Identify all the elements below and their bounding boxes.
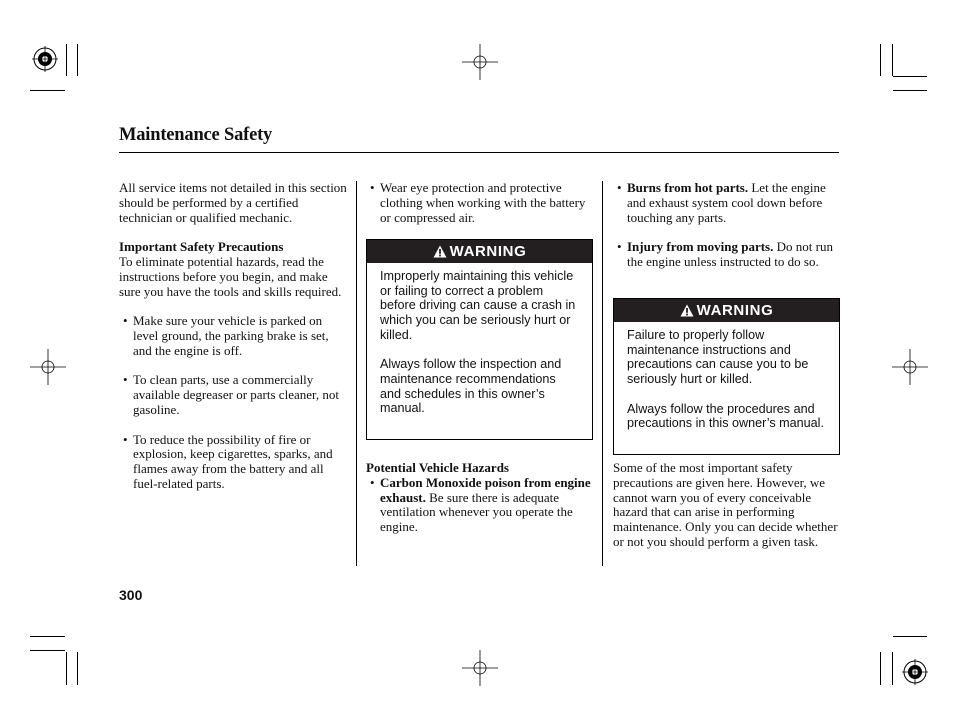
column-divider xyxy=(602,181,603,566)
warning-box xyxy=(366,239,593,440)
warning-text: Always follow the procedures and precautions in this owner’s manual. xyxy=(627,401,824,431)
warning-header xyxy=(367,240,592,263)
list-item xyxy=(119,373,349,417)
hazards-heading: Potential Vehicle Hazards xyxy=(366,460,509,475)
precautions-paragraph: To eliminate potential hazards, read the instructions before you begin, and make sure you have the tools and skills required. xyxy=(119,253,342,299)
warning-content xyxy=(367,263,592,416)
bullet-icon: • xyxy=(123,313,128,329)
bullet-icon: • xyxy=(617,239,622,255)
hazard-title: Injury from moving parts. xyxy=(627,239,774,255)
crosshair-icon xyxy=(892,349,928,385)
hazard-text: Be sure there is adequate ventilation whenever you operate the engine. xyxy=(380,489,573,535)
warning-label: WARNING xyxy=(449,243,527,260)
closing-paragraph-block xyxy=(613,461,843,550)
registration-target-icon xyxy=(900,657,930,687)
bullet-text: Make sure your vehicle is parked on level ground, the parking brake is set, and the engine is off. xyxy=(133,313,329,358)
page-number: 300 xyxy=(119,587,143,603)
warning-text: Always follow the inspection and maintenance recommendations and schedules in this owner’s manual. xyxy=(380,357,562,416)
warning-text: Improperly maintaining this vehicle or failing to correct a problem before driving can cause a crash in which you can be seriously hurt or killed. xyxy=(380,269,576,342)
bullet-icon: • xyxy=(123,431,128,447)
bullet-icon: • xyxy=(123,372,128,388)
warning-triangle-icon xyxy=(680,304,694,317)
bullet-text: Wear eye protection and protective clothing when working with the battery or compressed air. xyxy=(380,180,586,225)
warning-box xyxy=(613,298,840,455)
hazard-title: Carbon Monoxide poison from engine exhaust. xyxy=(380,474,591,505)
precautions-heading: Important Safety Precautions xyxy=(119,239,284,255)
list-item xyxy=(366,181,596,225)
column-1 xyxy=(119,181,349,492)
bullet-text: To reduce the possibility of fire or explosion, keep cigarettes, sparks, and flames away from the battery and all fuel-related parts. xyxy=(133,431,333,491)
bullet-text: To clean parts, use a commercially available degreaser or parts cleaner, not gasoline. xyxy=(133,372,339,417)
warning-triangle-icon xyxy=(433,245,447,258)
crosshair-icon xyxy=(30,349,66,385)
list-item xyxy=(119,433,349,492)
warning-content xyxy=(614,322,839,431)
list-item xyxy=(613,181,841,225)
registration-target-icon xyxy=(30,44,60,74)
warning-text: Failure to properly follow maintenance instructions and precautions can cause you to be seriously hurt or killed. xyxy=(627,328,809,387)
column-3 xyxy=(613,181,841,270)
title-divider xyxy=(119,152,839,153)
hazard-text: Do not run the engine unless instructed to do so. xyxy=(627,239,833,269)
crosshair-icon xyxy=(462,650,498,686)
page-title: Maintenance Safety xyxy=(119,125,273,145)
bullet-icon: • xyxy=(370,474,375,490)
intro-paragraph: All service items not detailed in this section should be performed by a certified technician or qualified mechanic. xyxy=(119,180,347,225)
warning-header xyxy=(614,299,839,322)
list-item xyxy=(613,240,841,270)
column-divider xyxy=(356,181,357,566)
warning-label: WARNING xyxy=(696,302,774,319)
hazards-section xyxy=(366,461,598,535)
list-item xyxy=(119,314,349,358)
crosshair-icon xyxy=(462,44,498,80)
bullet-icon: • xyxy=(617,180,622,195)
bullet-icon: • xyxy=(370,180,375,195)
hazard-title: Burns from hot parts. xyxy=(627,180,749,195)
list-item xyxy=(366,476,598,535)
closing-paragraph: Some of the most important safety precautions are given here. However, we cannot warn you of every conceivable hazard that can arise in performing maintenance. Only you can decide whether or not you should perform a given task. xyxy=(613,460,838,549)
column-2 xyxy=(366,181,596,225)
hazard-text: Let the engine and exhaust system cool down before touching any parts. xyxy=(627,180,826,225)
